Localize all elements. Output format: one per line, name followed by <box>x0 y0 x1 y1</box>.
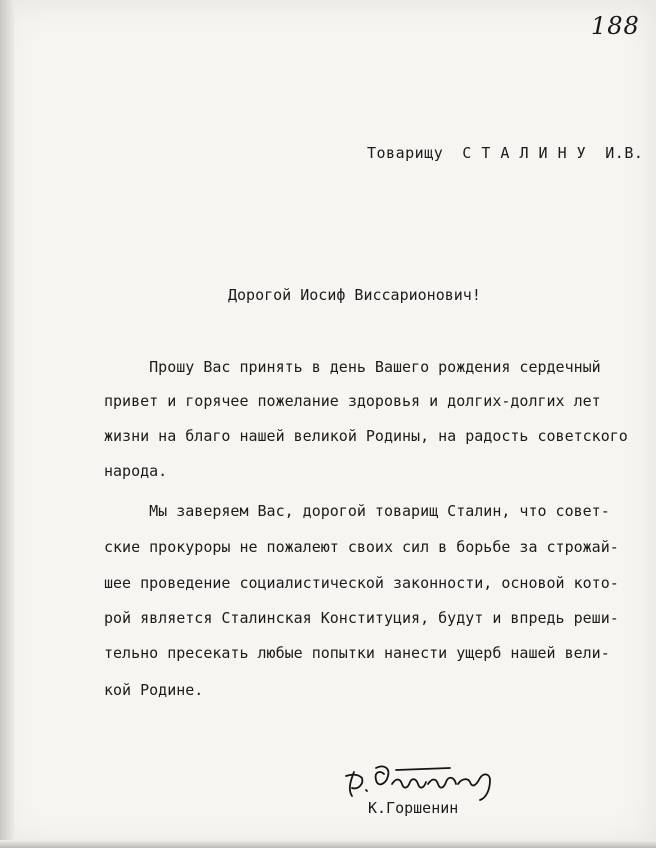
paragraph-2-line: кой Родине. <box>104 681 204 699</box>
paragraph-2-line: тельно пресекать любые попытки нанести ущерб нашей вели- <box>104 644 610 662</box>
paragraph-2-line: рой является Сталинская Конституция, будут и впредь реши- <box>104 609 619 627</box>
page-number: 188 <box>591 12 640 40</box>
paragraph-2-line: Мы заверяем Вас, дорогой товарищ Сталин, что совет- <box>104 502 610 520</box>
paragraph-1-line: Прошу Вас принять в день Вашего рождения сердечный <box>104 358 601 376</box>
paragraph-1-line: народа. <box>104 462 168 480</box>
paragraph-2-line: шее проведение социалистической законности, основой кото- <box>104 574 619 592</box>
salutation: Дорогой Иосиф Виссарионович! <box>228 286 481 304</box>
signer-name: К.Горшенин <box>368 799 459 817</box>
handwritten-signature <box>340 760 510 804</box>
paragraph-1-line: жизни на благо нашей великой Родины, на радость советского <box>104 427 628 445</box>
addressee-line: Товарищу С Т А Л И Н У И.В. <box>367 144 644 162</box>
paper-bottom-edge <box>0 840 656 848</box>
paragraph-1-line: привет и горячее пожелание здоровья и долгих-долгих лет <box>104 392 601 410</box>
paper-left-edge <box>0 0 14 848</box>
paragraph-2-line: ские прокуроры не пожалеют своих сил в борьбе за строжай- <box>104 538 619 556</box>
